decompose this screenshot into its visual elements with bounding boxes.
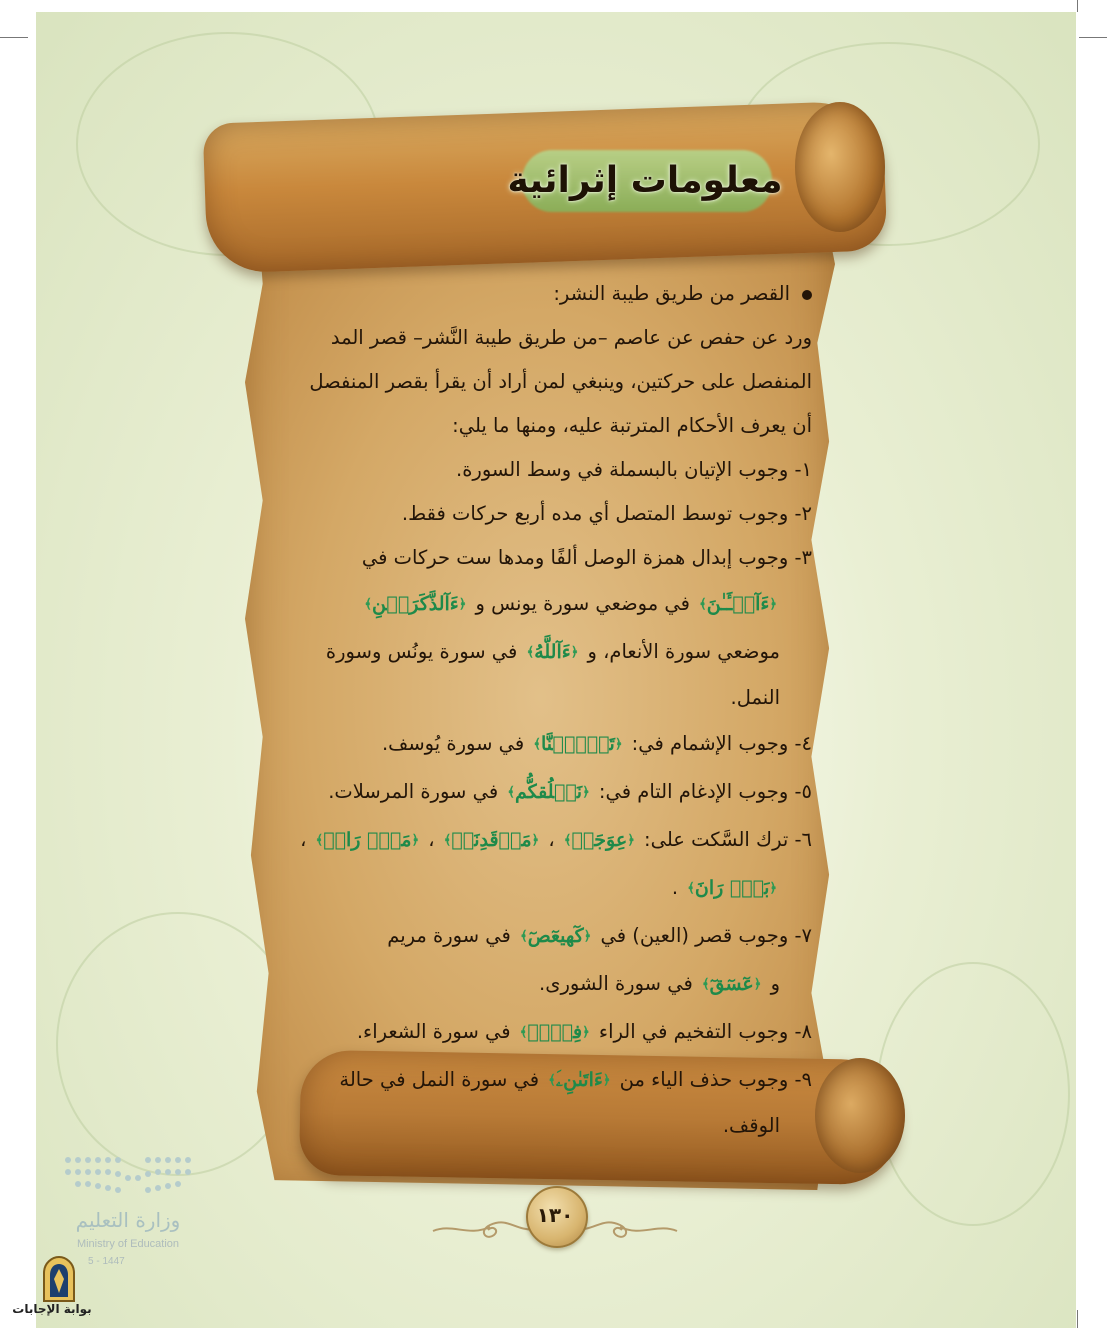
quran-word xyxy=(313,816,423,865)
line-text: . xyxy=(671,876,685,899)
bracket-close-icon: ﴾ xyxy=(507,785,515,800)
content-line xyxy=(282,360,812,404)
quran-word xyxy=(530,720,625,769)
bracket-close-icon: ﴾ xyxy=(687,881,695,896)
scroll-bottom-roll xyxy=(815,1058,905,1173)
line-text: ٢- وجوب توسط المتصل أي مده أربع حركات فقط. xyxy=(401,502,812,525)
bracket-open-icon: ﴿ xyxy=(570,645,579,660)
line-text: في سورة يُوسف. xyxy=(381,732,531,755)
quran-word xyxy=(696,580,780,629)
bracket-open-icon: ﴿ xyxy=(531,833,540,848)
line-text: النمل. xyxy=(730,686,780,709)
quran-word xyxy=(441,816,542,865)
content-line xyxy=(282,628,812,676)
quran-word xyxy=(361,580,469,629)
content-body xyxy=(282,272,812,1148)
line-text: ٩- وجوب حذف الياء من xyxy=(613,1068,812,1091)
line-text: ، xyxy=(542,828,561,851)
quran-word-text: تَأۡمَ۫نَّا xyxy=(541,733,615,755)
section-heading xyxy=(282,272,812,316)
quran-word-text: ءَآللَّهُ xyxy=(534,641,571,663)
content-line xyxy=(282,448,812,492)
content-line xyxy=(282,536,812,580)
line-text: و xyxy=(764,972,780,995)
bracket-close-icon: ﴾ xyxy=(701,977,710,992)
line-text: المنفصل على حركتين، وينبغي لمن أراد أن يقرأ بقصر المنفصل xyxy=(309,370,812,393)
quran-word xyxy=(517,912,594,961)
bracket-close-icon: ﴾ xyxy=(533,737,542,752)
crop-mark xyxy=(1079,37,1107,38)
bracket-close-icon: ﴾ xyxy=(526,645,535,660)
line-text: القصر من طريق طيبة النشر: xyxy=(553,282,790,305)
content-line xyxy=(282,492,812,536)
content-line xyxy=(282,1056,812,1104)
bracket-open-icon: ﴿ xyxy=(411,833,420,848)
content-line xyxy=(282,1104,812,1148)
line-text: ٧- وجوب قصر (العين) في xyxy=(594,924,812,947)
ministry-year: 5 - 1447 xyxy=(88,1256,125,1267)
content-line xyxy=(282,816,812,864)
line-text: ، xyxy=(300,828,313,851)
bracket-open-icon: ﴿ xyxy=(458,597,467,612)
line-text: ، xyxy=(422,828,441,851)
line-text: ٣- وجوب إبدال همزة الوصل ألفًا ومدها ست حركات في xyxy=(361,546,812,569)
content-line xyxy=(282,676,812,720)
bracket-open-icon: ﴿ xyxy=(582,1025,590,1040)
ministry-logo-icon xyxy=(62,1152,198,1200)
bracket-open-icon: ﴿ xyxy=(627,833,635,848)
scroll-top-roll xyxy=(795,102,885,232)
line-text: في سورة الشورى. xyxy=(539,972,699,995)
quran-word-text: مَرۡقَدِنَاۜ xyxy=(451,829,532,851)
line-text: في سورة يونُس وسورة xyxy=(325,640,524,663)
quran-word-text: نَخۡلُقكُّم xyxy=(514,781,583,803)
bracket-close-icon: ﴾ xyxy=(699,597,707,612)
bracket-close-icon: ﴾ xyxy=(563,833,572,848)
line-text: في سورة الشعراء. xyxy=(356,1020,517,1043)
content-line xyxy=(282,316,812,360)
content-line xyxy=(282,864,812,912)
line-text: في سورة النمل في حالة xyxy=(339,1068,546,1091)
quran-word xyxy=(561,816,638,865)
line-text: في موضعي سورة يونس و xyxy=(469,592,697,615)
quran-word-text: مَنۡۜ رَاقٖ xyxy=(323,829,412,851)
line-text: ١- وجوب الإتيان بالبسملة في وسط السورة. xyxy=(456,458,812,481)
line-text: ٤- وجوب الإشمام في: xyxy=(625,732,812,755)
page-number: ١٣٠ xyxy=(536,1203,574,1227)
quran-word-text: ءَآلۡـَٔـٰنَ xyxy=(706,593,770,615)
ornament-bottom-right xyxy=(876,962,1070,1226)
line-text: ٨- وجوب التفخيم في الراء xyxy=(592,1020,812,1043)
quran-word-text: كٓهيعٓصٓ xyxy=(527,925,584,947)
line-text: الوقف. xyxy=(722,1114,780,1137)
line-text: في سورة مريم xyxy=(387,924,518,947)
bracket-close-icon: ﴾ xyxy=(520,929,528,944)
quran-word xyxy=(545,1056,613,1105)
bracket-close-icon: ﴾ xyxy=(519,1025,528,1040)
content-line xyxy=(282,404,812,448)
bracket-open-icon: ﴿ xyxy=(753,977,762,992)
crop-mark xyxy=(0,37,28,38)
bracket-open-icon: ﴿ xyxy=(583,929,592,944)
bracket-close-icon: ﴾ xyxy=(443,833,452,848)
quran-word xyxy=(684,864,780,913)
content-line xyxy=(282,768,812,816)
content-line xyxy=(282,580,812,628)
quran-word-text: ءَاتَىٰنِۦَ xyxy=(555,1069,603,1091)
crop-mark xyxy=(1077,1310,1078,1328)
ministry-name-arabic: وزارة التعليم xyxy=(75,1208,181,1232)
bracket-open-icon: ﴿ xyxy=(769,597,777,612)
line-text: ٥- وجوب الإدغام التام في: xyxy=(592,780,812,803)
quran-word-text: بَلۡۜ رَانَ xyxy=(694,877,770,899)
quran-word xyxy=(524,628,582,677)
bullet-icon xyxy=(802,290,812,300)
bracket-open-icon: ﴿ xyxy=(602,1073,611,1088)
quran-word xyxy=(504,768,592,817)
quran-word-text: عِوَجَاۜ xyxy=(571,829,628,851)
flourish-right-icon xyxy=(572,1215,682,1245)
answers-portal-label[interactable]: بوابة الإجابات xyxy=(12,1302,92,1316)
crop-mark xyxy=(1077,0,1078,12)
page-title: معلومات إثرائية xyxy=(507,160,783,201)
line-text: ٦- ترك السَّكت على: xyxy=(637,828,812,851)
line-text: في سورة المرسلات. xyxy=(328,780,505,803)
quran-word-text: عٓسٓقٓ xyxy=(709,973,754,995)
content-line xyxy=(282,912,812,960)
line-text: ورد عن حفص عن عاصم –من طريق طيبة النَّشر– قصر المد xyxy=(330,326,812,349)
answers-portal-icon[interactable] xyxy=(40,1255,78,1303)
flourish-left-icon xyxy=(428,1215,538,1245)
ministry-name-english: Ministry of Education xyxy=(76,1238,180,1250)
bracket-close-icon: ﴾ xyxy=(315,833,324,848)
content-line xyxy=(282,720,812,768)
quran-word xyxy=(517,1008,593,1057)
bracket-open-icon: ﴿ xyxy=(614,737,623,752)
quran-word xyxy=(699,960,764,1009)
bracket-open-icon: ﴿ xyxy=(769,881,777,896)
quran-word-text: فِرۡقٖ xyxy=(527,1021,583,1043)
line-text: أن يعرف الأحكام المترتبة عليه، ومنها ما يلي: xyxy=(452,414,812,437)
bracket-open-icon: ﴿ xyxy=(582,785,590,800)
content-line xyxy=(282,1008,812,1056)
line-text: موضعي سورة الأنعام، و xyxy=(581,640,780,663)
bracket-close-icon: ﴾ xyxy=(364,597,372,612)
quran-word-text: ءَآلذَّكَرَيۡنِ xyxy=(371,593,459,615)
content-line xyxy=(282,960,812,1008)
bracket-close-icon: ﴾ xyxy=(548,1073,556,1088)
